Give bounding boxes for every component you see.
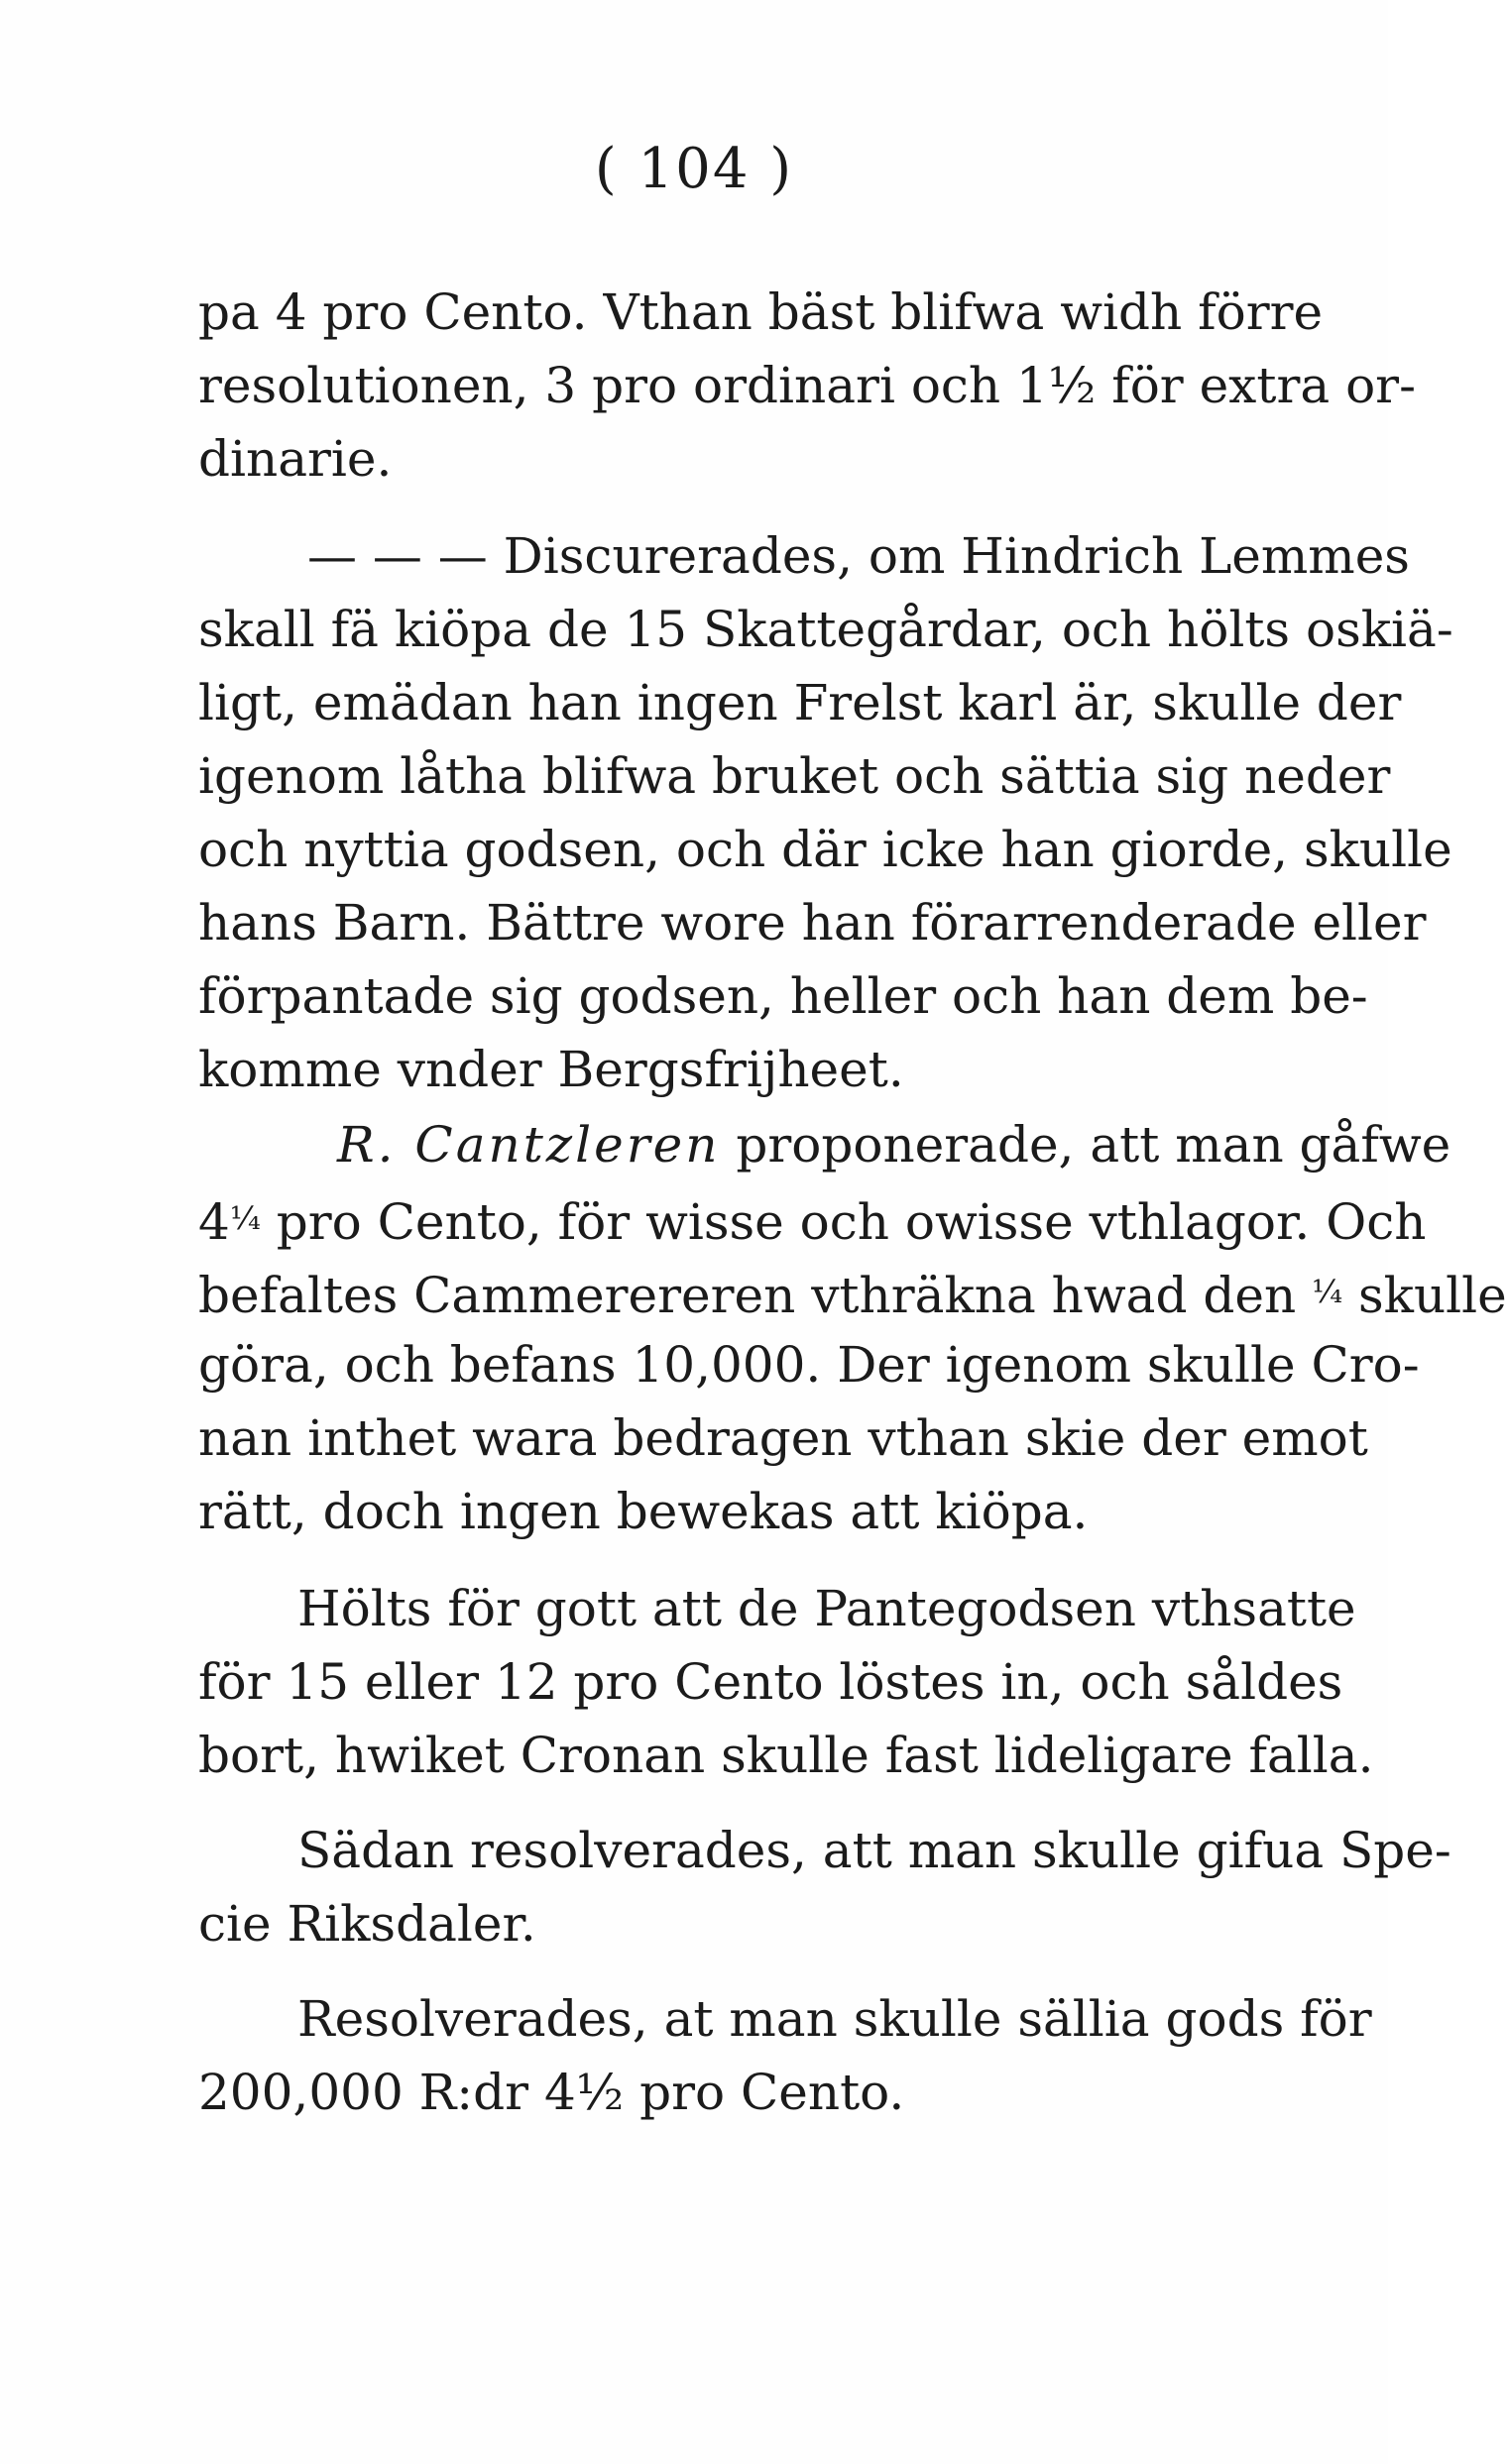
text-line-3: dinarie. bbox=[198, 430, 393, 488]
text-line-17: rätt, doch ingen bewekas att kiöpa. bbox=[198, 1483, 1089, 1540]
text-line-23: Resolverades, at man skulle sällia gods för bbox=[297, 1990, 1372, 2048]
text-line-6: ligt, emädan han ingen Frelst karl är, skulle der bbox=[198, 674, 1402, 731]
text-line-14 bbox=[198, 1255, 1507, 1332]
text-line-14-start: befaltes Cammerereren vthräkna hwad den bbox=[198, 1267, 1297, 1324]
text-line-22: cie Riksdaler. bbox=[198, 1895, 536, 1953]
text-line-7: igenom låtha blifwa bruket och sättia sig neder bbox=[198, 747, 1391, 805]
text-line-18: Hölts för gott att de Pantegodsen vthsatte bbox=[297, 1580, 1356, 1637]
rate-whole: 4 bbox=[198, 1193, 230, 1251]
text-line-16: nan inthet wara bedragen vthan skie der emot bbox=[198, 1409, 1368, 1467]
text-line-12 bbox=[337, 1108, 1451, 1181]
text-line-24: 200,000 R:dr 4½ pro Cento. bbox=[198, 2064, 905, 2121]
text-line-15: göra, och befans 10,000. Der igenom skulle Cro- bbox=[198, 1336, 1420, 1394]
text-line-12-rest: proponerade, att man gåfwe bbox=[736, 1116, 1451, 1174]
text-line-10: förpantade sig godsen, heller och han dem be- bbox=[198, 967, 1368, 1025]
text-line-20: bort, hwiket Cronan skulle fast lideligare falla. bbox=[198, 1727, 1374, 1784]
page-number bbox=[0, 137, 1388, 201]
text-line-19: för 15 eller 12 pro Cento löstes in, och såldes bbox=[198, 1653, 1343, 1711]
text-line-5: skall fä kiöpa de 15 Skattegårdar, och hölts oskiä- bbox=[198, 601, 1453, 658]
text-line-21: Sädan resolverades, att man skulle gifua Spe- bbox=[297, 1822, 1451, 1879]
text-line-8: och nyttia godsen, och där icke han giorde, skulle bbox=[198, 821, 1452, 878]
text-line-2: resolutionen, 3 pro ordinari och 1½ för extra or- bbox=[198, 357, 1416, 414]
page-number-text: ( 104 ) bbox=[594, 137, 794, 201]
text-line-13-rest: pro Cento, för wisse och owisse vthlagor. Och bbox=[276, 1193, 1427, 1251]
speaker-name: R. Cantzleren bbox=[337, 1116, 721, 1174]
quarter-fraction: ¼ bbox=[1312, 1273, 1343, 1310]
text-line-13 bbox=[198, 1181, 1427, 1259]
text-line-4: — — — Discurerades, om Hindrich Lemmes bbox=[307, 527, 1410, 585]
text-line-14-end: skulle bbox=[1357, 1267, 1507, 1324]
text-line-11: komme vnder Bergsfrijheet. bbox=[198, 1041, 904, 1098]
text-line-1: pa 4 pro Cento. Vthan bäst blifwa widh förre bbox=[198, 283, 1324, 341]
text-line-9: hans Barn. Bättre wore han förarrenderade eller bbox=[198, 894, 1427, 952]
rate-fraction: ¼ bbox=[229, 1199, 261, 1237]
